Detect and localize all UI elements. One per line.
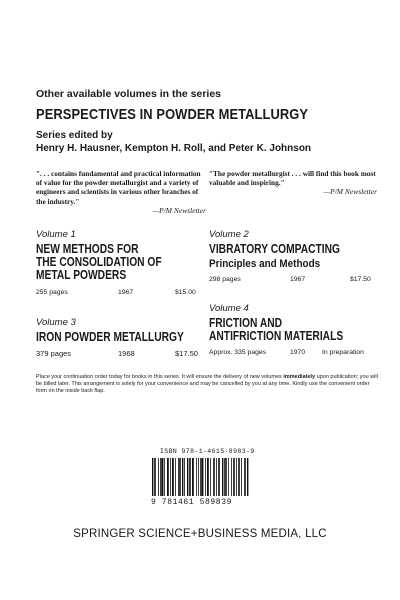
barcode-bar xyxy=(201,458,202,496)
volume-2-label: Volume 2 xyxy=(209,229,249,240)
barcode-bar xyxy=(155,458,156,496)
volume-4-title-line: FRICTION AND xyxy=(209,316,283,330)
barcode-bar xyxy=(152,458,153,496)
barcode-bar xyxy=(162,458,163,496)
barcode-bar xyxy=(219,458,220,496)
review-quote-left xyxy=(36,169,206,215)
barcode-bar xyxy=(208,458,209,496)
barcode-bar xyxy=(179,458,180,496)
volume-3-pages: 379 pages xyxy=(36,349,72,358)
barcode-bar xyxy=(216,458,217,496)
barcode-bar xyxy=(205,458,206,496)
barcode-bar xyxy=(173,458,174,496)
barcode-bar xyxy=(184,458,185,496)
barcode-bar xyxy=(239,458,240,496)
continuation-text: Place your continuation order today for books in this series. It will ensure the delivery of new volumes xyxy=(36,374,284,380)
barcode-bar xyxy=(245,458,246,496)
review-quote-text: "The powder metallurgist . . . will find this book most valuable and inspiring." xyxy=(209,169,376,188)
barcode-bar xyxy=(198,458,199,496)
barcode-bar xyxy=(189,458,190,496)
volume-4-status: In preparation xyxy=(322,349,364,356)
volume-2-subtitle: Principles and Methods xyxy=(209,258,321,270)
barcode-bar xyxy=(187,458,188,496)
barcode-bar xyxy=(213,458,214,496)
barcode-bar xyxy=(180,458,181,496)
barcode-bar xyxy=(238,458,239,496)
barcode-bar xyxy=(164,458,165,496)
series-title: PERSPECTIVES IN POWDER METALLURGY xyxy=(36,106,309,123)
isbn-label: ISBN 978-1-4615-8983-9 xyxy=(160,448,255,455)
barcode-bar xyxy=(182,458,183,496)
barcode-bar xyxy=(170,458,171,496)
barcode-bar xyxy=(202,458,203,496)
volume-2-year: 1967 xyxy=(290,276,306,283)
publisher-name: SPRINGER SCIENCE+BUSINESS MEDIA, LLC xyxy=(73,528,327,540)
barcode-bar xyxy=(244,458,245,496)
barcode-bar xyxy=(241,458,242,496)
barcode-bar xyxy=(234,458,235,496)
volume-3-year: 1968 xyxy=(118,349,135,358)
review-quote-right xyxy=(209,169,377,197)
barcode-bar xyxy=(154,458,155,496)
barcode-bar xyxy=(233,458,234,496)
barcode-bar xyxy=(178,458,179,496)
volume-2-title: VIBRATORY COMPACTING xyxy=(209,242,340,256)
barcode-bar xyxy=(214,458,215,496)
continuation-text: upon publication; you will be billed later. This arrangement is solely for your convenience and may be cancelled by you at any time. Kindly use the convenient order form on the inside back flap. xyxy=(36,374,378,394)
volume-1-price: $15.00 xyxy=(175,289,196,296)
isbn-barcode xyxy=(150,458,250,498)
volume-4-pages: Approx. 335 pages xyxy=(209,349,267,356)
barcode-bar xyxy=(224,458,225,496)
barcode-bar xyxy=(196,458,197,496)
barcode-digits: 9 781461 589839 xyxy=(151,498,233,507)
review-quote-text: ". . . contains fundamental and practical information of value for the powder metallurgist and a variety of engineers and scientists in various other branches of the industry." xyxy=(36,169,201,206)
volume-3-label: Volume 3 xyxy=(36,317,76,328)
barcode-bar xyxy=(210,458,211,496)
volume-1-year: 1967 xyxy=(118,289,134,296)
volume-3-title: IRON POWDER METALLURGY xyxy=(36,330,184,344)
edited-by-label: Series edited by xyxy=(36,130,113,141)
volume-1-pages: 255 pages xyxy=(36,289,68,296)
barcode-bar xyxy=(236,458,237,496)
barcode-bar xyxy=(226,458,227,496)
volume-4-title xyxy=(209,317,343,343)
volume-4-title-line: ANTIFRICTION MATERIALS xyxy=(209,329,344,343)
series-editors: Henry H. Hausner, Kempton H. Roll, and Peter K. Johnson xyxy=(36,143,312,154)
review-quote-source: —P/M Newsletter xyxy=(152,205,206,215)
volume-2-price: $17.50 xyxy=(350,276,371,283)
barcode-bar xyxy=(247,458,248,496)
barcode-bar xyxy=(161,458,162,496)
volume-4-year: 1970 xyxy=(290,349,306,356)
barcode-bar xyxy=(190,458,191,496)
volume-1-title-line: METAL POWDERS xyxy=(36,268,127,282)
volume-1-title-line: NEW METHODS FOR xyxy=(36,242,139,256)
volume-4-label: Volume 4 xyxy=(209,303,249,314)
volume-1-title-line: THE CONSOLIDATION OF xyxy=(36,255,162,269)
barcode-bar xyxy=(222,458,223,496)
series-intro: Other available volumes in the series xyxy=(36,88,221,100)
volume-2-pages: 298 pages xyxy=(209,276,241,283)
volume-3-price: $17.50 xyxy=(175,349,198,358)
continuation-order-note xyxy=(36,374,378,395)
barcode-bar xyxy=(175,458,176,496)
barcode-bar xyxy=(218,458,219,496)
volume-1-label: Volume 1 xyxy=(36,229,76,240)
barcode-bar xyxy=(158,458,159,496)
barcode-bar xyxy=(231,458,232,496)
barcode-bar xyxy=(225,458,226,496)
review-quote-source: —P/M Newsletter xyxy=(323,187,377,197)
barcode-bar xyxy=(168,458,169,496)
volume-1-title xyxy=(36,243,162,282)
barcode-bar xyxy=(200,458,201,496)
barcode-bar xyxy=(228,458,229,496)
barcode-bar xyxy=(160,458,161,496)
continuation-emphasis: immediately xyxy=(283,374,316,380)
barcode-bar xyxy=(193,458,194,496)
